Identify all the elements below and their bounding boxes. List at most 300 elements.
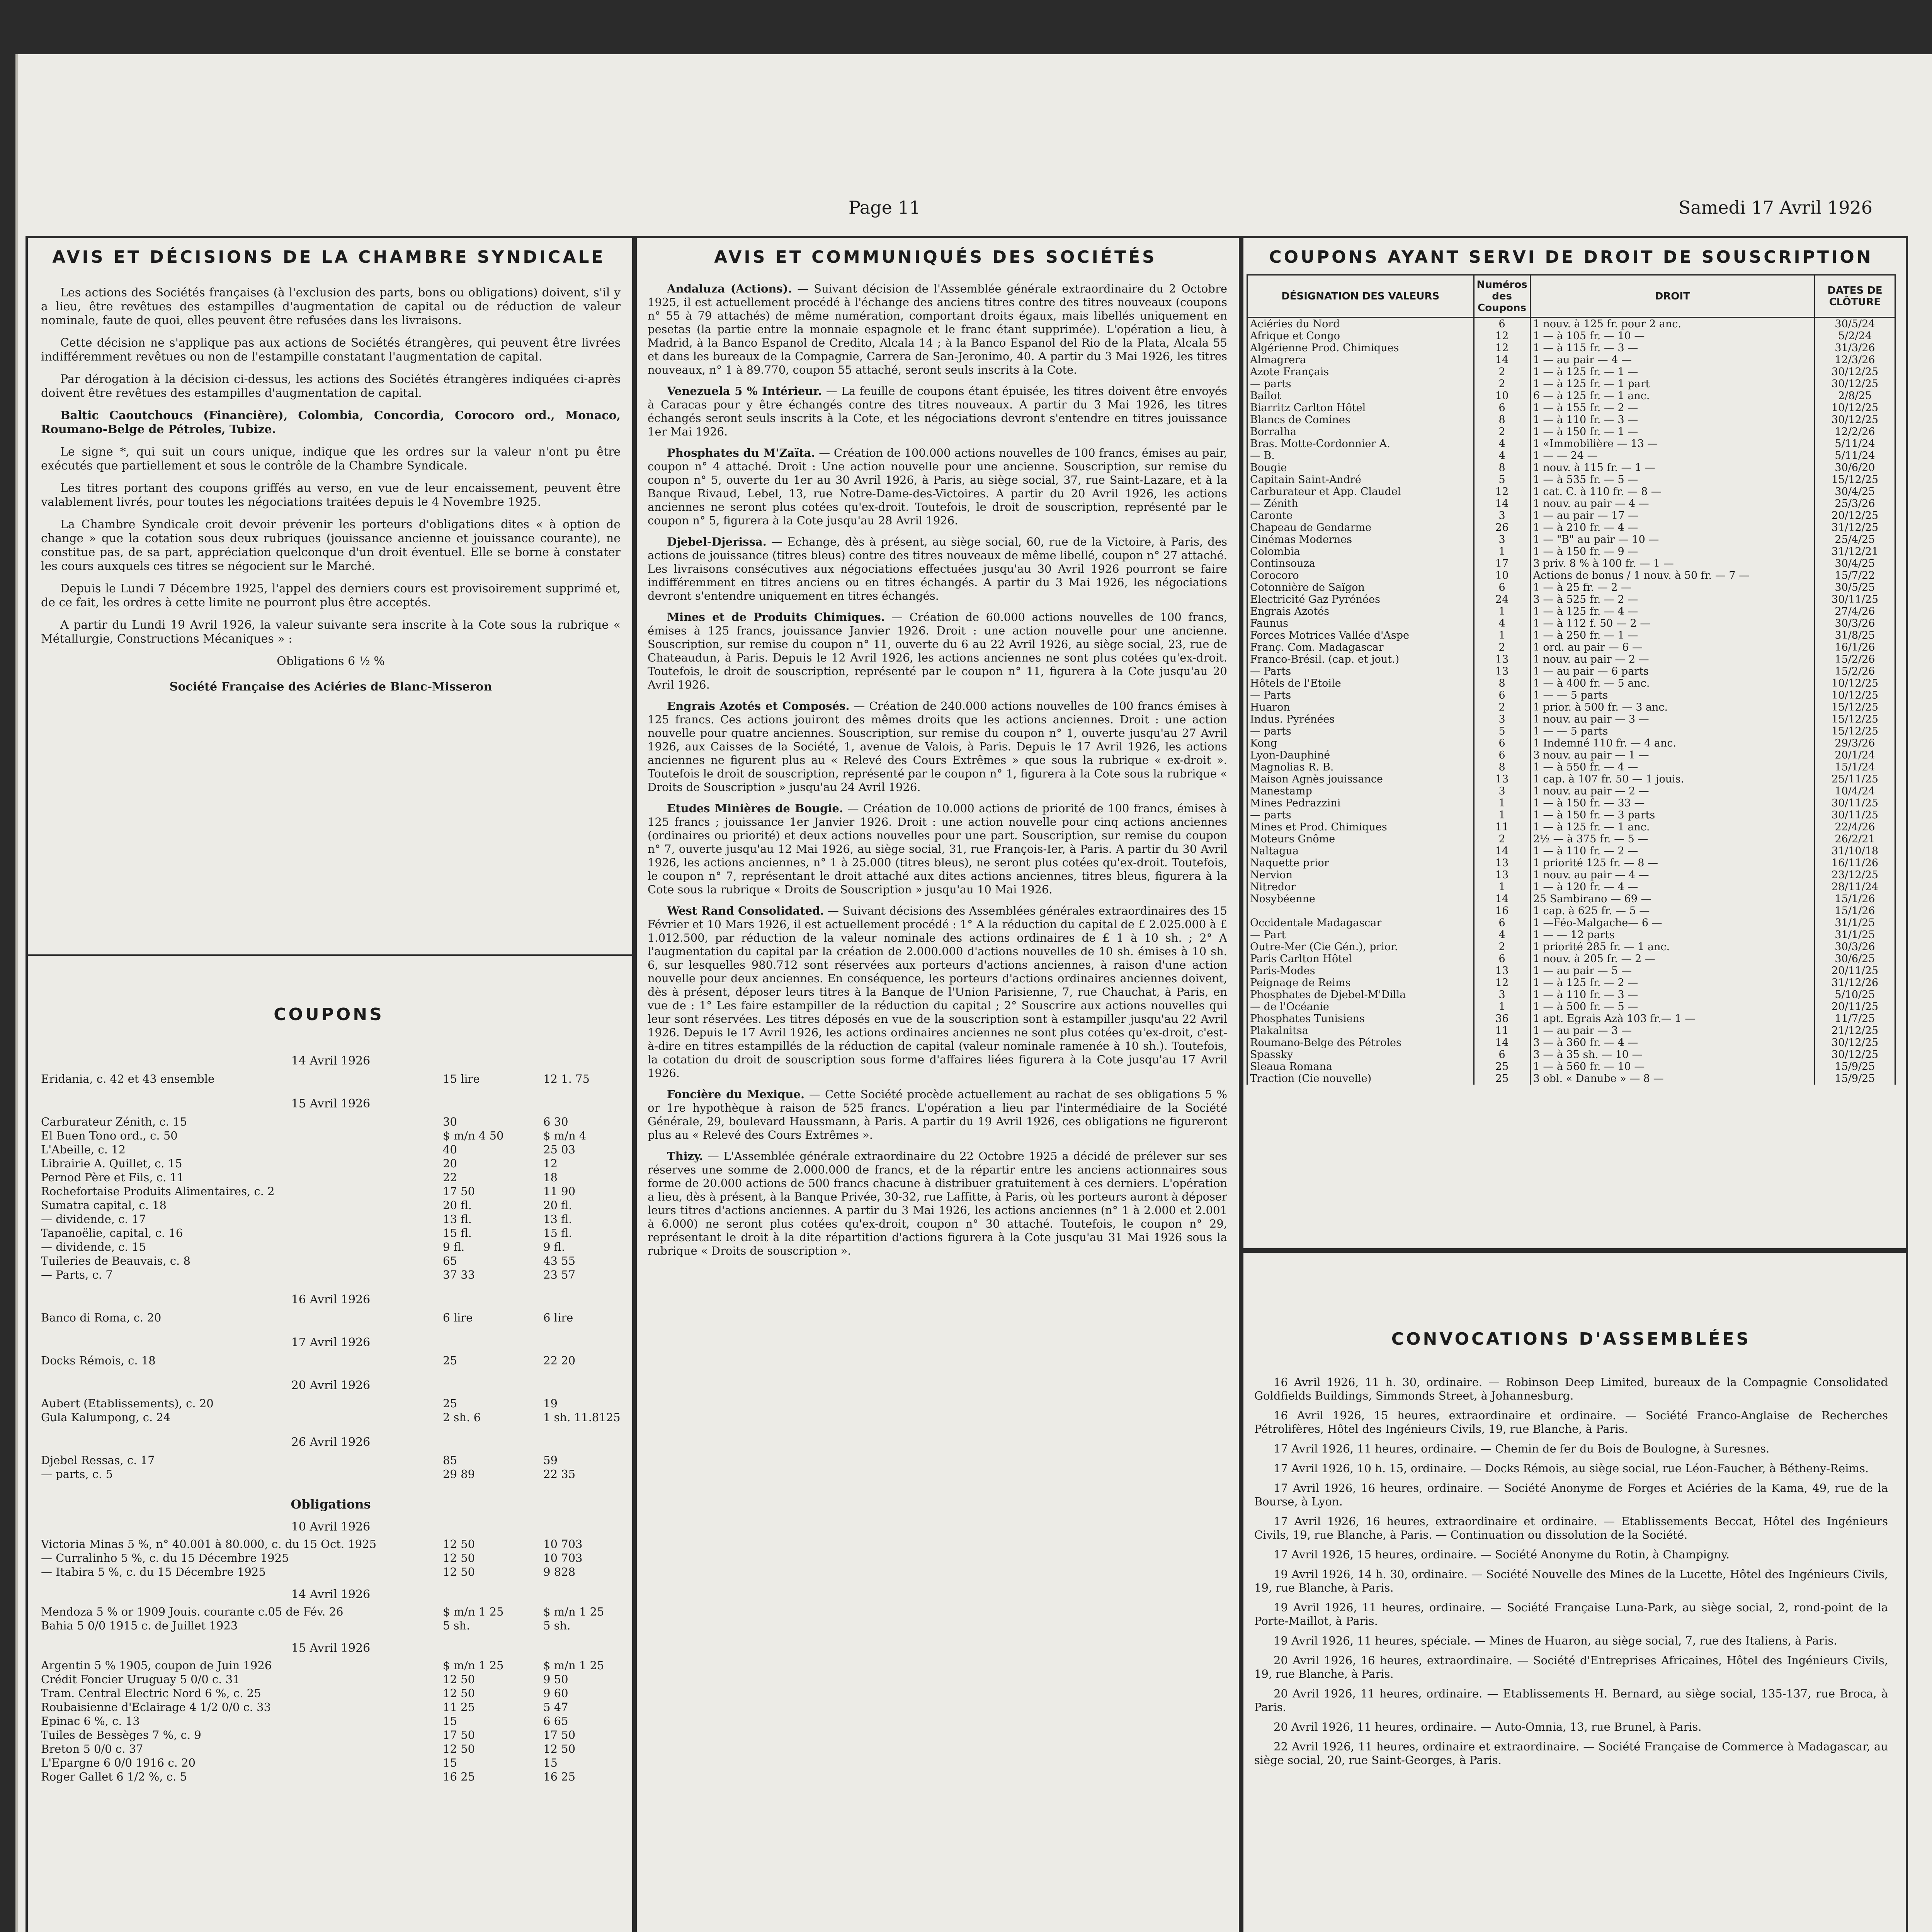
coupon-row <box>41 1185 621 1199</box>
cell-designation: — Parts <box>1247 689 1474 701</box>
cell-numero: 3 <box>1474 989 1530 1001</box>
cell-designation: Mines et Prod. Chimiques <box>1247 821 1474 833</box>
coupon-name: Eridania, c. 42 et 43 ensemble <box>41 1072 215 1085</box>
chambre-center-line: Obligations 6 ½ % <box>277 655 385 668</box>
cell-date: 15/1/26 <box>1815 905 1895 917</box>
cell-droit: 1 «Immobilière — 13 — <box>1530 438 1815 450</box>
communique-head: Mines et de Produits Chimiques. <box>667 611 885 624</box>
convocation-item: 17 Avril 1926, 16 heures, extraordinaire et ordinaire. — Etablissements Beccat, Hôtel des Ingénieurs Civils, 19, rue Blanche, à Paris. — Continuation ou dissolution de la Société. <box>1254 1515 1888 1541</box>
cell-droit: 1 — "B" au pair — 10 — <box>1530 534 1815 546</box>
communiques-list <box>648 282 1227 1932</box>
communique-head: Etudes Minières de Bougie. <box>667 802 843 815</box>
cell-droit: 3 priv. 8 % à 100 fr. — 1 — <box>1530 558 1815 570</box>
cell-droit: 2½ — à 375 fr. — 5 — <box>1530 833 1815 845</box>
cell-numero: 2 <box>1474 833 1530 845</box>
coupon-net: 1 sh. 11.8125 <box>543 1411 621 1424</box>
coupon-gross: 25 <box>443 1397 457 1410</box>
cell-date: 15/12/25 <box>1815 725 1895 737</box>
cell-numero: 1 <box>1474 605 1530 617</box>
coupon-gross: 15 lire <box>443 1072 480 1085</box>
cell-droit: 1 nouv. à 205 fr. — 2 — <box>1530 953 1815 965</box>
coupon-net: 12 50 <box>543 1742 576 1755</box>
coupon-name: Docks Rémois, c. 18 <box>41 1354 156 1367</box>
cell-date: 30/6/20 <box>1815 462 1895 474</box>
coupon-gross: 5 sh. <box>443 1619 470 1632</box>
cell-numero: 2 <box>1474 426 1530 438</box>
coupon-name: — parts, c. 5 <box>41 1468 113 1481</box>
coupon-servi-row <box>1247 390 1895 402</box>
cell-date: 15/1/24 <box>1815 761 1895 773</box>
cell-date: 15/9/25 <box>1815 1061 1895 1073</box>
cell-droit: 1 ord. au pair — 6 — <box>1530 641 1815 653</box>
cell-numero: 1 <box>1474 797 1530 809</box>
coupon-row <box>41 1072 621 1086</box>
communique-body: — L'Assemblée générale extraordinaire du 22 Octobre 1925 a décidé de prélever sur ses réserves une somme de 2.000.000 de francs, et de la répartir entre les anciens actionnaires sous forme de 20.000 actions de 500 francs chacune à distribuer gratuitement à ces derniers. L'opération a lieu, dès à présent, à la Banque Privée, 30-32, rue Laffitte, à Paris, où les porteurs auront à déposer leurs titres d'actions anciennes. A partir du 3 Mai 1926, les actions anciennes (n° 1 à 2.000 et 2.001 à 6.000) ne seront plus cotées qu'ex-droit, coupon n° 30 attaché. Toutefois, le coupon n° 29, représentant le droit à la dite répartition d'actions figurera à la Cote jusqu'au 31 Mai 1926 sous la rubrique « Droits de souscription ». <box>648 1150 1227 1257</box>
coupons-title: COUPONS <box>274 1005 384 1024</box>
coupon-servi-row <box>1247 546 1895 558</box>
coupon-gross: 13 fl. <box>443 1213 472 1226</box>
cell-droit: 1 nouv. au pair — 4 — <box>1530 869 1815 881</box>
cell-droit: 1 priorité 285 fr. — 1 anc. <box>1530 941 1815 953</box>
chambre-paragraph: Baltic Caoutchoucs (Financière), Colombia, Concordia, Corocoro ord., Monaco, Roumano-Belge de Pétroles, Tubize. <box>41 409 621 436</box>
cell-droit: 1 — à 125 fr. — 2 — <box>1530 977 1815 989</box>
chambre-paragraph: Depuis le Lundi 7 Décembre 1925, l'appel des derniers cours est provisoirement supprimé et, de ce fait, les ordres à cette limite ne pourront plus être acceptés. <box>41 582 621 609</box>
coupon-name: Rochefortaise Produits Alimentaires, c. 2 <box>41 1185 275 1198</box>
communique-body: — La feuille de coupons étant épuisée, les titres doivent être envoyés à Caracas pour y être échangés contre des titres nouveaux. A partir du 3 Mai 1926, les titres échangés seront seuls inscrits à la Cote, et les négociations devront s'entendre en titres jouissance 1er Mai 1926. <box>648 384 1227 438</box>
cell-droit: 1 — — 5 parts <box>1530 725 1815 737</box>
cell-date: 28/11/24 <box>1815 881 1895 893</box>
communique-head: Thizy. <box>667 1150 703 1163</box>
coupon-row <box>41 1605 621 1619</box>
cell-date: 30/12/25 <box>1815 1037 1895 1049</box>
coupon-servi-row <box>1247 797 1895 809</box>
coupon-servi-row <box>1247 665 1895 677</box>
convocations-title: CONVOCATIONS D'ASSEMBLÉES <box>1391 1329 1751 1349</box>
coupon-gross: 9 fl. <box>443 1240 465 1253</box>
communique-head: West Rand Consolidated. <box>667 904 824 917</box>
cell-droit: 1 — à 560 fr. — 10 — <box>1530 1061 1815 1073</box>
coupon-date: 15 Avril 1926 <box>291 1641 371 1655</box>
coupon-net: $ m/n 4 <box>543 1129 587 1142</box>
communique-body: — Cette Société procède actuellement au rachat de ses obligations 5 % or 1re hypothèque à raison de 525 francs. L'opération a lieu par l'intermédiaire de la Société Générale, 29, boulevard Haussmann, à Paris. A partir du 19 Avril 1926, ces obligations ne figureront plus au « Relevé des Cours Extrêmes ». <box>648 1088 1227 1141</box>
cell-date: 5/11/24 <box>1815 438 1895 450</box>
communique-item <box>648 282 1227 377</box>
coupon-servi-row <box>1247 318 1895 330</box>
coupon-name: Roubaisienne d'Eclairage 4 1/2 0/0 c. 33 <box>41 1701 271 1714</box>
coupon-servi-row <box>1247 342 1895 354</box>
cell-designation: Paris Carlton Hôtel <box>1247 953 1474 965</box>
cell-designation: Forces Motrices Vallée d'Aspe <box>1247 629 1474 641</box>
cell-numero: 14 <box>1474 354 1530 366</box>
communique-item <box>648 535 1227 603</box>
coupon-row <box>41 1129 621 1143</box>
communique-body: — Echange, dès à présent, au siège social, 60, rue de la Victoire, à Paris, des actions de jouissance (titres bleus) contre des titres nouveaux de même libellé, coupon n° 27 attaché. Les livraisons consécutives aux négociations effectuées jusqu'au 30 Avril 1926 pourront se faire indifféremment en titres anciens ou en titres échangés. A partir du 3 Mai 1926, les négociations devront s'entendre uniquement en titres échangés. <box>648 535 1227 602</box>
coupon-net: 6 lire <box>543 1311 573 1324</box>
coupon-name: — Curralinho 5 %, c. du 15 Décembre 1925 <box>41 1551 289 1565</box>
coupon-net: 25 03 <box>543 1143 576 1156</box>
coupon-servi-row <box>1247 1013 1895 1025</box>
cell-designation: Kong <box>1247 737 1474 749</box>
cell-date: 15/12/25 <box>1815 474 1895 486</box>
communique-body: — Création de 60.000 actions nouvelles de 100 francs, émises à 125 francs, jouissance Janvier 1926. Droit : une action nouvelle pour une ancienne. Souscription, sur remise du coupon n° 11, ouverte du 6 au 22 Avril 1926, au siège social, 23, rue de Chateaudun, à Paris. Depuis le 12 Avril 1926, les actions anciennes ne sont plus cotées qu'ex-droit. Toutefois, le droit de souscription, représenté par le coupon n° 11, figurera à la Cote jusqu'au 20 Avril 1926. <box>648 611 1227 691</box>
coupon-gross: 12 50 <box>443 1742 475 1755</box>
coupon-servi-row <box>1247 821 1895 833</box>
communique-item <box>648 1150 1227 1258</box>
communique-item <box>648 446 1227 527</box>
cell-date: 30/5/25 <box>1815 582 1895 594</box>
cell-droit: 1 — — 12 parts <box>1530 929 1815 941</box>
coupons-servi-table-wrap <box>1247 274 1896 1240</box>
coupon-servi-row <box>1247 761 1895 773</box>
coupon-net: $ m/n 1 25 <box>543 1605 604 1618</box>
coupon-gross: 11 25 <box>443 1701 475 1714</box>
convocation-item: 17 Avril 1926, 10 h. 15, ordinaire. — Docks Rémois, au siège social, rue Léon-Faucher, à Bétheny-Reims. <box>1274 1462 1869 1475</box>
communique-head: Engrais Azotés et Composés. <box>667 699 850 713</box>
coupon-net: 17 50 <box>543 1728 576 1742</box>
coupon-name: Argentin 5 % 1905, coupon de Juin 1926 <box>41 1659 272 1672</box>
coupon-name: Carburateur Zénith, c. 15 <box>41 1115 187 1128</box>
cell-numero: 13 <box>1474 653 1530 665</box>
communique-item <box>648 904 1227 1080</box>
coupon-name: Crédit Foncier Uruguay 5 0/0 c. 31 <box>41 1673 240 1686</box>
coupon-row <box>41 1311 621 1325</box>
cell-date: 31/3/26 <box>1815 342 1895 354</box>
coupon-net: 6 30 <box>543 1115 568 1128</box>
cell-designation: Traction (Cie nouvelle) <box>1247 1073 1474 1085</box>
cell-numero: 8 <box>1474 761 1530 773</box>
cell-numero: 6 <box>1474 318 1530 330</box>
coupon-name: Roger Gallet 6 1/2 %, c. 5 <box>41 1770 187 1783</box>
cell-designation: — Zénith <box>1247 498 1474 510</box>
convocation-item: 16 Avril 1926, 15 heures, extraordinaire et ordinaire. — Société Franco-Anglaise de Recherches Pétrolifères, Hôtel des Ingénieurs Civils, 19, rue Blanche, à Paris. <box>1254 1409 1888 1435</box>
coupon-row <box>41 1157 621 1171</box>
cell-date: 15/9/25 <box>1815 1073 1895 1085</box>
cell-numero: 6 <box>1474 689 1530 701</box>
col-numeros: Numéros des Coupons <box>1474 275 1530 318</box>
coupon-row <box>41 1240 621 1254</box>
coupon-net: 15 fl. <box>543 1226 572 1240</box>
cell-numero: 24 <box>1474 594 1530 605</box>
coupon-name: Tuileries de Beauvais, c. 8 <box>41 1254 190 1267</box>
cell-date: 25/11/25 <box>1815 773 1895 785</box>
coupon-net: 5 sh. <box>543 1619 571 1632</box>
coupon-servi-row <box>1247 534 1895 546</box>
coupon-gross: 17 50 <box>443 1728 475 1742</box>
coupon-row <box>41 1537 621 1551</box>
coupon-net: 13 fl. <box>543 1213 572 1226</box>
cell-date: 10/12/25 <box>1815 689 1895 701</box>
chambre-paragraph: La Chambre Syndicale croit devoir prévenir les porteurs d'obligations dites « à option de change » que la cotation sous deux rubriques (jouissance ancienne et jouissance courante), ne constitue pas, de sa part, appréciation quelconque d'un droit éventuel. Elle se borne à constater les cours auxquels ces titres se négocient sur le Marché. <box>41 518 621 573</box>
cell-date: 20/12/25 <box>1815 510 1895 522</box>
coupon-net: 9 50 <box>543 1673 568 1686</box>
cell-date: 15/7/22 <box>1815 570 1895 582</box>
cell-numero: 5 <box>1474 474 1530 486</box>
cell-designation: Naltagua <box>1247 845 1474 857</box>
coupon-servi-row <box>1247 677 1895 689</box>
cell-droit: 1 — à 150 fr. — 3 parts <box>1530 809 1815 821</box>
cell-designation: Biarritz Carlton Hôtel <box>1247 402 1474 414</box>
coupon-servi-row <box>1247 629 1895 641</box>
coupons-servi-title: COUPONS AYANT SERVI DE DROIT DE SOUSCRIPTION <box>1269 247 1873 267</box>
cell-date: 2/8/25 <box>1815 390 1895 402</box>
cell-designation: Capitain Saint-André <box>1247 474 1474 486</box>
coupon-row <box>41 1742 621 1756</box>
cell-designation: Aciéries du Nord <box>1247 318 1474 330</box>
coupon-date: 14 Avril 1926 <box>291 1054 371 1068</box>
cell-numero: 2 <box>1474 378 1530 390</box>
cell-droit: 1 — à 400 fr. — 5 anc. <box>1530 677 1815 689</box>
cell-droit: 1 nouv. à 115 fr. — 1 — <box>1530 462 1815 474</box>
coupon-servi-row <box>1247 653 1895 665</box>
convocation-item: 16 Avril 1926, 11 h. 30, ordinaire. — Robinson Deep Limited, bureaux de la Compagnie Consolidated Goldfields Buildings, Simmonds Street, à Johannesburg. <box>1254 1376 1888 1402</box>
coupon-servi-row <box>1247 641 1895 653</box>
coupon-name: El Buen Tono ord., c. 50 <box>41 1129 178 1142</box>
coupon-name: L'Epargne 6 0/0 1916 c. 20 <box>41 1756 196 1769</box>
coupon-servi-row <box>1247 605 1895 617</box>
cell-date: 16/11/26 <box>1815 857 1895 869</box>
coupon-row <box>41 1454 621 1468</box>
cell-numero: 14 <box>1474 498 1530 510</box>
coupon-gross: 12 50 <box>443 1673 475 1686</box>
coupon-servi-row <box>1247 809 1895 821</box>
coupon-gross: 29 89 <box>443 1468 475 1481</box>
coupon-row <box>41 1115 621 1129</box>
coupon-gross: 12 50 <box>443 1687 475 1700</box>
cell-designation: Nervion <box>1247 869 1474 881</box>
cell-designation: Azote Français <box>1247 366 1474 378</box>
cell-designation: Colombia <box>1247 546 1474 558</box>
coupon-date: 10 Avril 1926 <box>291 1520 371 1534</box>
cell-numero: 2 <box>1474 941 1530 953</box>
cell-date: 30/11/25 <box>1815 809 1895 821</box>
cell-date: 10/12/25 <box>1815 677 1895 689</box>
running-header <box>18 193 1932 228</box>
cell-droit: 1 — à 25 fr. — 2 — <box>1530 582 1815 594</box>
cell-designation: Faunus <box>1247 617 1474 629</box>
convocation-item: 20 Avril 1926, 11 heures, ordinaire. — Etablissements H. Bernard, au siège social, 135-137, rue Broca, à Paris. <box>1254 1687 1888 1714</box>
coupon-net: 43 55 <box>543 1254 576 1267</box>
coupon-row <box>41 1673 621 1687</box>
coupon-date: 20 Avril 1926 <box>291 1379 371 1392</box>
cell-droit: 1 — à 115 fr. — 3 — <box>1530 342 1815 354</box>
cell-droit: 1 prior. à 500 fr. — 3 anc. <box>1530 701 1815 713</box>
convocation-item: 19 Avril 1926, 11 heures, spéciale. — Mines de Huaron, au siège social, 7, rue des Italiens, à Paris. <box>1274 1634 1837 1647</box>
chambre-title: AVIS ET DÉCISIONS DE LA CHAMBRE SYNDICALE <box>52 247 605 267</box>
coupon-name: Gula Kalumpong, c. 24 <box>41 1411 171 1424</box>
convocation-item: 17 Avril 1926, 15 heures, ordinaire. — Société Anonyme du Rotin, à Champigny. <box>1274 1548 1730 1561</box>
coupon-name: Tuiles de Bessèges 7 %, c. 9 <box>41 1728 201 1742</box>
cell-numero: 12 <box>1474 342 1530 354</box>
coupon-name: Breton 5 0/0 c. 37 <box>41 1742 143 1755</box>
cell-droit: 1 — à 120 fr. — 4 — <box>1530 881 1815 893</box>
coupon-net: 22 35 <box>543 1468 576 1481</box>
cell-date: 15/2/26 <box>1815 665 1895 677</box>
coupon-row <box>41 1171 621 1185</box>
coupon-servi-row <box>1247 462 1895 474</box>
chambre-company: Société Française des Aciéries de Blanc-Misseron <box>169 680 492 694</box>
coupon-net: 9 60 <box>543 1687 568 1700</box>
coupon-row <box>41 1728 621 1742</box>
coupon-name: Banco di Roma, c. 20 <box>41 1311 162 1324</box>
cell-designation: Peignage de Reims <box>1247 977 1474 989</box>
coupon-servi-row <box>1247 833 1895 845</box>
cell-designation: Borralha <box>1247 426 1474 438</box>
cell-droit: 1 — à 125 fr. — 1 — <box>1530 366 1815 378</box>
cell-numero: 6 <box>1474 1049 1530 1061</box>
cell-numero: 6 <box>1474 737 1530 749</box>
coupon-servi-row <box>1247 570 1895 582</box>
cell-designation: Maison Agnès jouissance <box>1247 773 1474 785</box>
cell-droit: 1 — à 150 fr. — 9 — <box>1530 546 1815 558</box>
coupon-net: 16 25 <box>543 1770 576 1783</box>
coupon-servi-row <box>1247 857 1895 869</box>
coupon-servi-row <box>1247 929 1895 941</box>
cell-droit: 1 — à 535 fr. — 5 — <box>1530 474 1815 486</box>
coupon-net: 59 <box>543 1454 558 1467</box>
col-designation: DÉSIGNATION DES VALEURS <box>1247 275 1474 318</box>
cell-numero: 3 <box>1474 713 1530 725</box>
cell-designation: Lyon-Dauphiné <box>1247 749 1474 761</box>
cell-designation: Afrique et Congo <box>1247 330 1474 342</box>
cell-designation: Nitredor <box>1247 881 1474 893</box>
communique-item <box>648 1088 1227 1142</box>
cell-numero: 8 <box>1474 677 1530 689</box>
coupon-gross: 30 <box>443 1115 457 1128</box>
cell-droit: 1 nouv. à 125 fr. pour 2 anc. <box>1530 318 1815 330</box>
coupon-net: 11 90 <box>543 1185 576 1198</box>
cell-date: 15/2/26 <box>1815 653 1895 665</box>
cell-date: 30/3/26 <box>1815 941 1895 953</box>
coupon-servi-row <box>1247 510 1895 522</box>
cell-droit: 1 — à 105 fr. — 10 — <box>1530 330 1815 342</box>
chambre-paragraph: Cette décision ne s'applique pas aux actions de Sociétés étrangères, qui peuvent être livrées indifféremment revêtues ou non de l'estampille constatant l'augmentation de capital. <box>41 336 621 364</box>
coupon-servi-row <box>1247 402 1895 414</box>
coupon-row <box>41 1254 621 1268</box>
coupon-name: — dividende, c. 17 <box>41 1213 146 1226</box>
cell-numero: 4 <box>1474 450 1530 462</box>
cell-date: 31/1/25 <box>1815 929 1895 941</box>
cell-numero: 1 <box>1474 881 1530 893</box>
cell-date: 20/11/25 <box>1815 965 1895 977</box>
coupon-servi-row <box>1247 845 1895 857</box>
coupon-name: L'Abeille, c. 12 <box>41 1143 126 1156</box>
coupon-gross: 37 33 <box>443 1268 475 1281</box>
cell-date: 30/11/25 <box>1815 594 1895 605</box>
coupon-net: 18 <box>543 1171 558 1184</box>
cell-numero: 2 <box>1474 641 1530 653</box>
cell-numero: 13 <box>1474 665 1530 677</box>
coupon-gross: 6 lire <box>443 1311 473 1324</box>
cell-designation: Chapeau de Gendarme <box>1247 522 1474 534</box>
coupon-servi-row <box>1247 558 1895 570</box>
coupon-row <box>41 1468 621 1481</box>
cell-designation: Magnolias R. B. <box>1247 761 1474 773</box>
coupon-gross: 12 50 <box>443 1551 475 1565</box>
cell-numero: 1 <box>1474 809 1530 821</box>
communique-item <box>648 611 1227 692</box>
cell-numero: 12 <box>1474 486 1530 498</box>
coupon-gross: 40 <box>443 1143 457 1156</box>
coupon-gross: 16 25 <box>443 1770 475 1783</box>
oblig-title: Obligations <box>291 1497 371 1512</box>
coupon-net: 10 703 <box>543 1551 583 1565</box>
coupon-servi-row <box>1247 1025 1895 1037</box>
page-number: Page 11 <box>849 197 921 218</box>
communique-body: — Création de 240.000 actions nouvelles de 100 francs émises à 125 francs. Ces actions jouiront des mêmes droits que les actions anciennes. Droit : une action nouvelle pour quatre anciennes. Souscription, sur remise du coupon n° 1, ouverte jusqu'au 27 Avril 1926, aux Caisses de la Société, 1, avenue de Valois, à Paris. Depuis le 17 Avril 1926, les actions anciennes ne figurent plus au « Relevé des Cours Extrêmes » que sous la rubrique « ex-droit ». Toutefois le droit de souscription, représenté par le coupon n° 1, figurera à la Cote sous la rubrique « Droits de Souscription » jusqu'au 24 Avril 1926. <box>648 699 1227 794</box>
coupon-servi-row <box>1247 354 1895 366</box>
coupon-gross: 15 <box>443 1714 457 1728</box>
coupon-row <box>41 1551 621 1565</box>
cell-droit: 1 nouv. au pair — 2 — <box>1530 785 1815 797</box>
cell-droit: 1 — au pair — 6 parts <box>1530 665 1815 677</box>
coupon-name: Mendoza 5 % or 1909 Jouis. courante c.05 de Fév. 26 <box>41 1605 344 1618</box>
coupon-row <box>41 1714 621 1728</box>
cell-numero: 10 <box>1474 390 1530 402</box>
coupon-name: Victoria Minas 5 %, n° 40.001 à 80.000, c. du 15 Oct. 1925 <box>41 1537 377 1551</box>
coupon-net: 20 fl. <box>543 1199 572 1212</box>
cell-numero: 36 <box>1474 1013 1530 1025</box>
cell-droit: 1 cap. à 107 fr. 50 — 1 jouis. <box>1530 773 1815 785</box>
cell-droit: 1 — à 150 fr. — 33 — <box>1530 797 1815 809</box>
cell-date: 12/2/26 <box>1815 426 1895 438</box>
coupon-name: Bahia 5 0/0 1915 c. de Juillet 1923 <box>41 1619 238 1632</box>
coupon-servi-row <box>1247 1037 1895 1049</box>
coupon-name: Aubert (Etablissements), c. 20 <box>41 1397 214 1410</box>
cell-designation: Sleaua Romana <box>1247 1061 1474 1073</box>
coupon-row <box>41 1770 621 1784</box>
coupon-servi-row <box>1247 917 1895 929</box>
coupon-gross: 22 <box>443 1171 457 1184</box>
coupon-row <box>41 1619 621 1633</box>
cell-numero: 13 <box>1474 773 1530 785</box>
coupon-servi-row <box>1247 953 1895 965</box>
coupon-row <box>41 1397 621 1411</box>
coupon-net: 10 703 <box>543 1537 583 1551</box>
coupon-servi-row <box>1247 689 1895 701</box>
cell-droit: 1 — au pair — 3 — <box>1530 1025 1815 1037</box>
cell-droit: 3 — à 360 fr. — 4 — <box>1530 1037 1815 1049</box>
coupon-gross: 85 <box>443 1454 457 1467</box>
coupon-date: 16 Avril 1926 <box>291 1293 371 1306</box>
cell-droit: 6 — à 125 fr. — 1 anc. <box>1530 390 1815 402</box>
cell-droit: 1 — à 110 fr. — 2 — <box>1530 845 1815 857</box>
cell-numero: 1 <box>1474 1001 1530 1013</box>
cell-date: 30/12/25 <box>1815 414 1895 426</box>
cell-droit: 1 cap. à 625 fr. — 5 — <box>1530 905 1815 917</box>
cell-designation: Paris-Modes <box>1247 965 1474 977</box>
communique-item <box>648 699 1227 794</box>
coupon-gross: 20 fl. <box>443 1199 472 1212</box>
convocation-item: 17 Avril 1926, 11 heures, ordinaire. — Chemin de fer du Bois de Boulogne, à Suresnes. <box>1274 1442 1770 1455</box>
coupon-servi-row <box>1247 450 1895 462</box>
cell-date: 15/12/25 <box>1815 701 1895 713</box>
cell-droit: 1 — à 125 fr. — 1 part <box>1530 378 1815 390</box>
cell-numero: 8 <box>1474 414 1530 426</box>
cell-numero: 4 <box>1474 929 1530 941</box>
cell-designation: Engrais Azotés <box>1247 605 1474 617</box>
coupon-row <box>41 1268 621 1282</box>
coupon-servi-row <box>1247 1061 1895 1073</box>
cell-droit: 1 — à 110 fr. — 3 — <box>1530 989 1815 1001</box>
cell-numero: 25 <box>1474 1061 1530 1073</box>
chambre-paragraph: Le signe *, qui suit un cours unique, indique que les ordres sur la valeur n'ont pu être exécutés que partiellement et sous le contrôle de la Chambre Syndicale. <box>41 445 621 473</box>
coupon-row <box>41 1213 621 1226</box>
cell-date: 30/4/25 <box>1815 558 1895 570</box>
coupon-net: 6 65 <box>543 1714 568 1728</box>
cell-designation: — Parts <box>1247 665 1474 677</box>
cell-designation: Cotonnière de Saïgon <box>1247 582 1474 594</box>
coupon-servi-row <box>1247 749 1895 761</box>
